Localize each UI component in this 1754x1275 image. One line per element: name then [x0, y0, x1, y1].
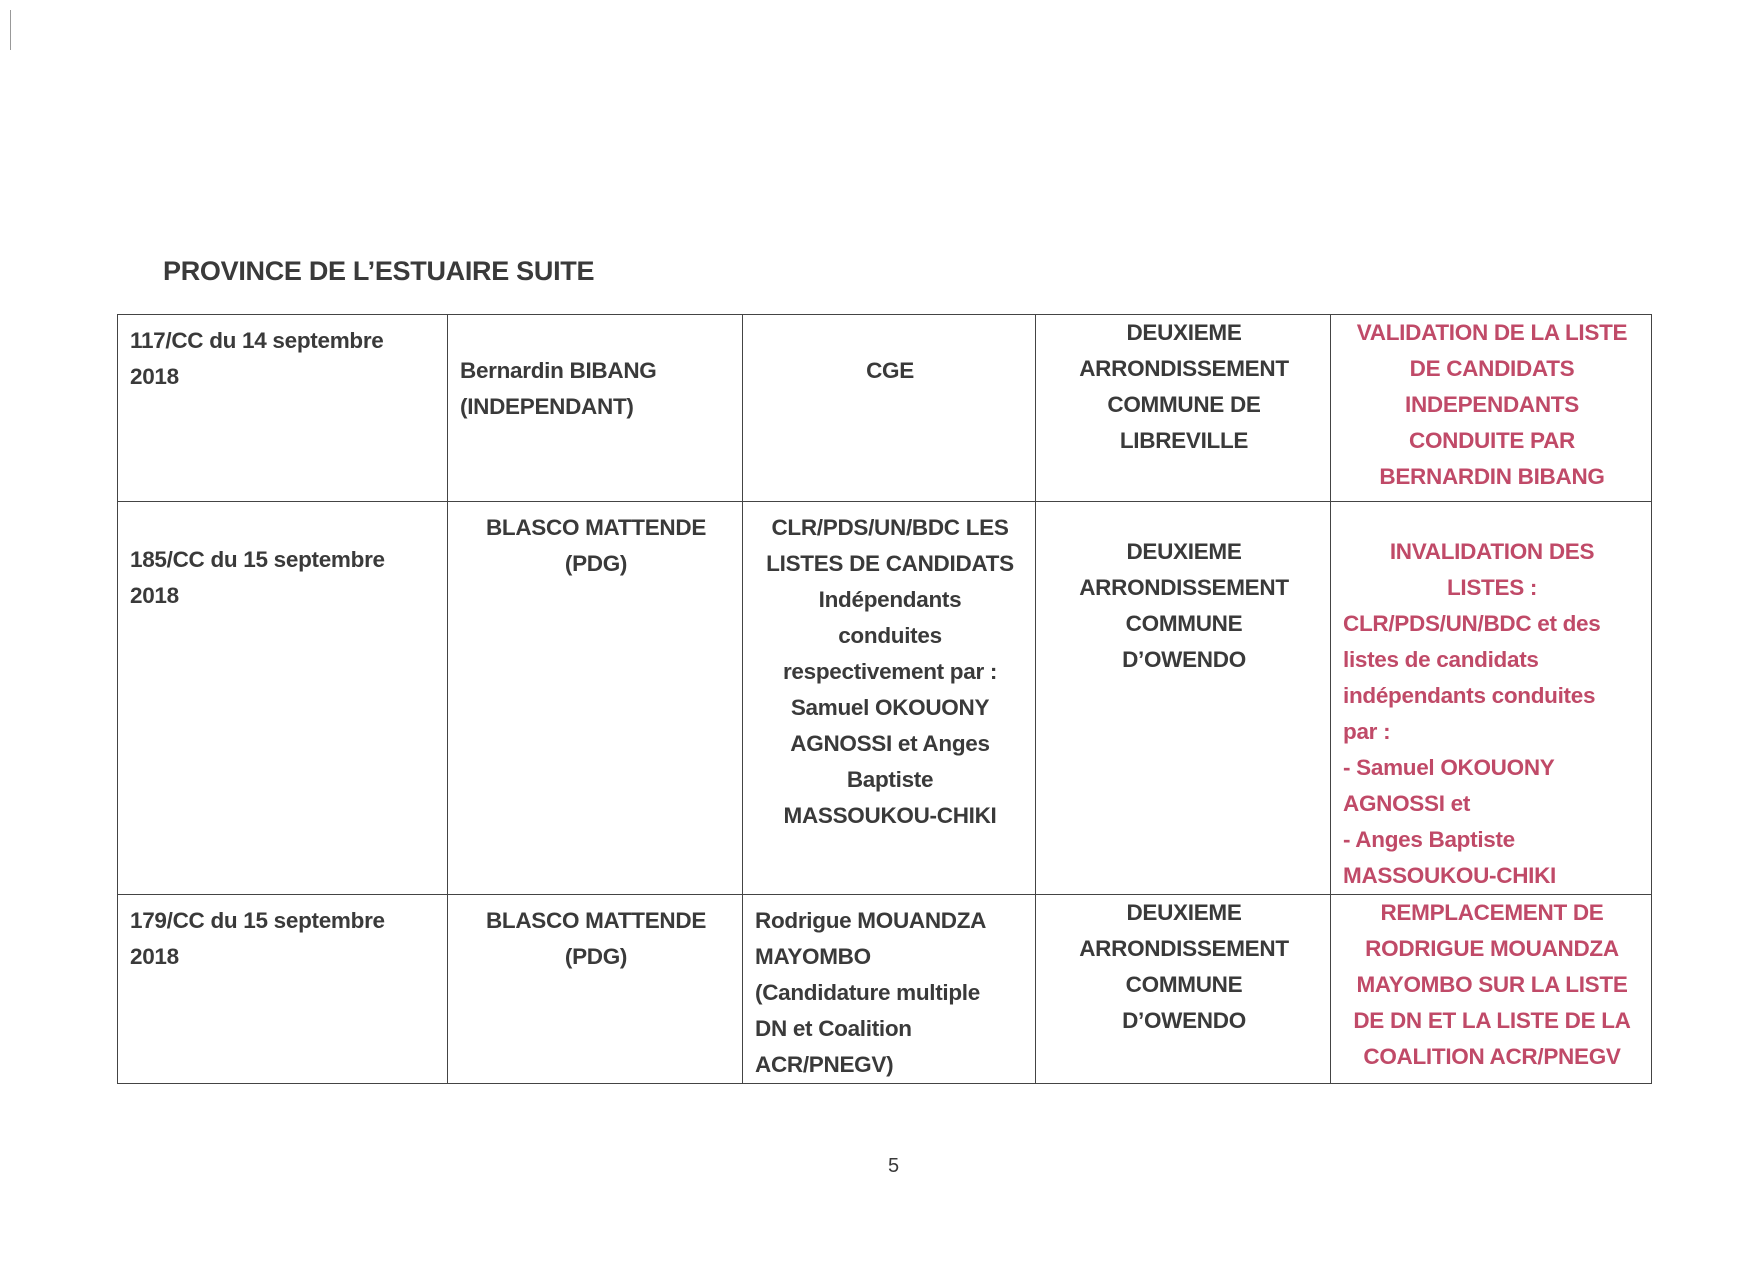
cell-line: D’OWENDO [1122, 1008, 1246, 1033]
cell-line: 2018 [130, 583, 179, 608]
cell-line: Rodrigue MOUANDZA [755, 908, 987, 933]
cell-line: VALIDATION DE LA LISTE [1356, 320, 1628, 345]
cell-circonscription [1036, 315, 1331, 502]
cell-decision [118, 315, 448, 502]
cell-line: Indépendants [818, 587, 962, 612]
cell-line: COALITION ACR/PNEGV [1363, 1044, 1621, 1069]
cell-line: CONDUITE PAR [1409, 428, 1575, 453]
cell-line: 185/CC du 15 septembre [130, 547, 385, 572]
cell-line: COMMUNE [1125, 611, 1243, 636]
cell-line: - Anges Baptiste [1343, 827, 1515, 852]
cell-line: MAYOMBO SUR LA LISTE [1356, 972, 1628, 997]
cell-line: MASSOUKOU-CHIKI [783, 803, 997, 828]
cell-line: DEUXIEME [1126, 320, 1242, 345]
cell-line: BERNARDIN BIBANG [1379, 464, 1605, 489]
cell-line: BLASCO MATTENDE [485, 515, 707, 540]
cell-line: Baptiste [846, 767, 934, 792]
cell-line: LIBREVILLE [1119, 428, 1249, 453]
cell-line: ARRONDISSEMENT [1079, 575, 1289, 600]
cell-requerant [448, 502, 743, 895]
cell-liste [743, 315, 1036, 502]
cell-line: DEUXIEME [1126, 900, 1242, 925]
cell-line: MAYOMBO [755, 944, 871, 969]
cell-line: DEUXIEME [1126, 539, 1242, 564]
cell-line: LISTES DE CANDIDATS [766, 551, 1014, 576]
cell-line: 2018 [130, 364, 179, 389]
cell-line: BLASCO MATTENDE [485, 908, 707, 933]
cell-line: ARRONDISSEMENT [1079, 356, 1289, 381]
cell-line: Samuel OKOUONY [790, 695, 990, 720]
cell-line: ARRONDISSEMENT [1079, 936, 1289, 961]
cell-line: INDEPENDANTS [1405, 392, 1579, 417]
cell-line: - Samuel OKOUONY [1343, 755, 1555, 780]
cell-decision-result [1331, 895, 1652, 1084]
cell-line: LISTES : [1446, 575, 1538, 600]
cell-line: DE DN ET LA LISTE DE LA [1353, 1008, 1631, 1033]
cell-line: (Candidature multiple [755, 980, 980, 1005]
cell-line: REMPLACEMENT DE [1380, 900, 1604, 925]
cell-decision-result [1331, 502, 1652, 895]
cell-line: 117/CC du 14 septembre [130, 328, 384, 353]
cell-requerant [448, 315, 743, 502]
cell-line: CLR/PDS/UN/BDC LES [771, 515, 1009, 540]
cell-decision [118, 895, 448, 1084]
cell-line: RODRIGUE MOUANDZA [1365, 936, 1619, 961]
cell-line: conduites [838, 623, 942, 648]
scan-mark [10, 10, 11, 50]
cell-line: Bernardin BIBANG [460, 358, 657, 383]
cell-line: 179/CC du 15 septembre [130, 908, 385, 933]
cell-line: (PDG) [564, 551, 628, 576]
table-row [118, 502, 1652, 895]
cell-line: (PDG) [564, 944, 628, 969]
cell-line: (INDEPENDANT) [460, 394, 634, 419]
page-number: 5 [888, 1155, 900, 1177]
table-row [118, 315, 1652, 502]
cell-requerant [448, 895, 743, 1084]
cell-line: AGNOSSI et Anges [790, 731, 990, 756]
cell-decision [118, 502, 448, 895]
decisions-table [117, 314, 1652, 1084]
cell-line: par : [1343, 719, 1391, 744]
table-row [118, 895, 1652, 1084]
cell-line: AGNOSSI et [1343, 791, 1471, 816]
cell-liste [743, 502, 1036, 895]
cell-line: COMMUNE [1125, 972, 1243, 997]
cell-line: indépendants conduites [1343, 683, 1596, 708]
cell-line: D’OWENDO [1122, 647, 1246, 672]
cell-line: 2018 [130, 944, 179, 969]
cell-line: INVALIDATION DES [1389, 539, 1595, 564]
cell-line: ACR/PNEGV) [755, 1052, 894, 1077]
cell-line: CLR/PDS/UN/BDC et des [1343, 611, 1601, 636]
cell-line: DN et Coalition [755, 1016, 912, 1041]
cell-line: DE CANDIDATS [1409, 356, 1575, 381]
cell-circonscription [1036, 502, 1331, 895]
cell-liste [743, 895, 1036, 1084]
cell-decision-result [1331, 315, 1652, 502]
cell-circonscription [1036, 895, 1331, 1084]
section-title: PROVINCE DE L’ESTUAIRE SUITE [163, 256, 595, 286]
cell-line: CGE [866, 358, 914, 383]
cell-line: listes de candidats [1343, 647, 1539, 672]
cell-line: respectivement par : [782, 659, 998, 684]
cell-line: COMMUNE DE [1107, 392, 1261, 417]
cell-line: MASSOUKOU-CHIKI [1343, 863, 1556, 888]
